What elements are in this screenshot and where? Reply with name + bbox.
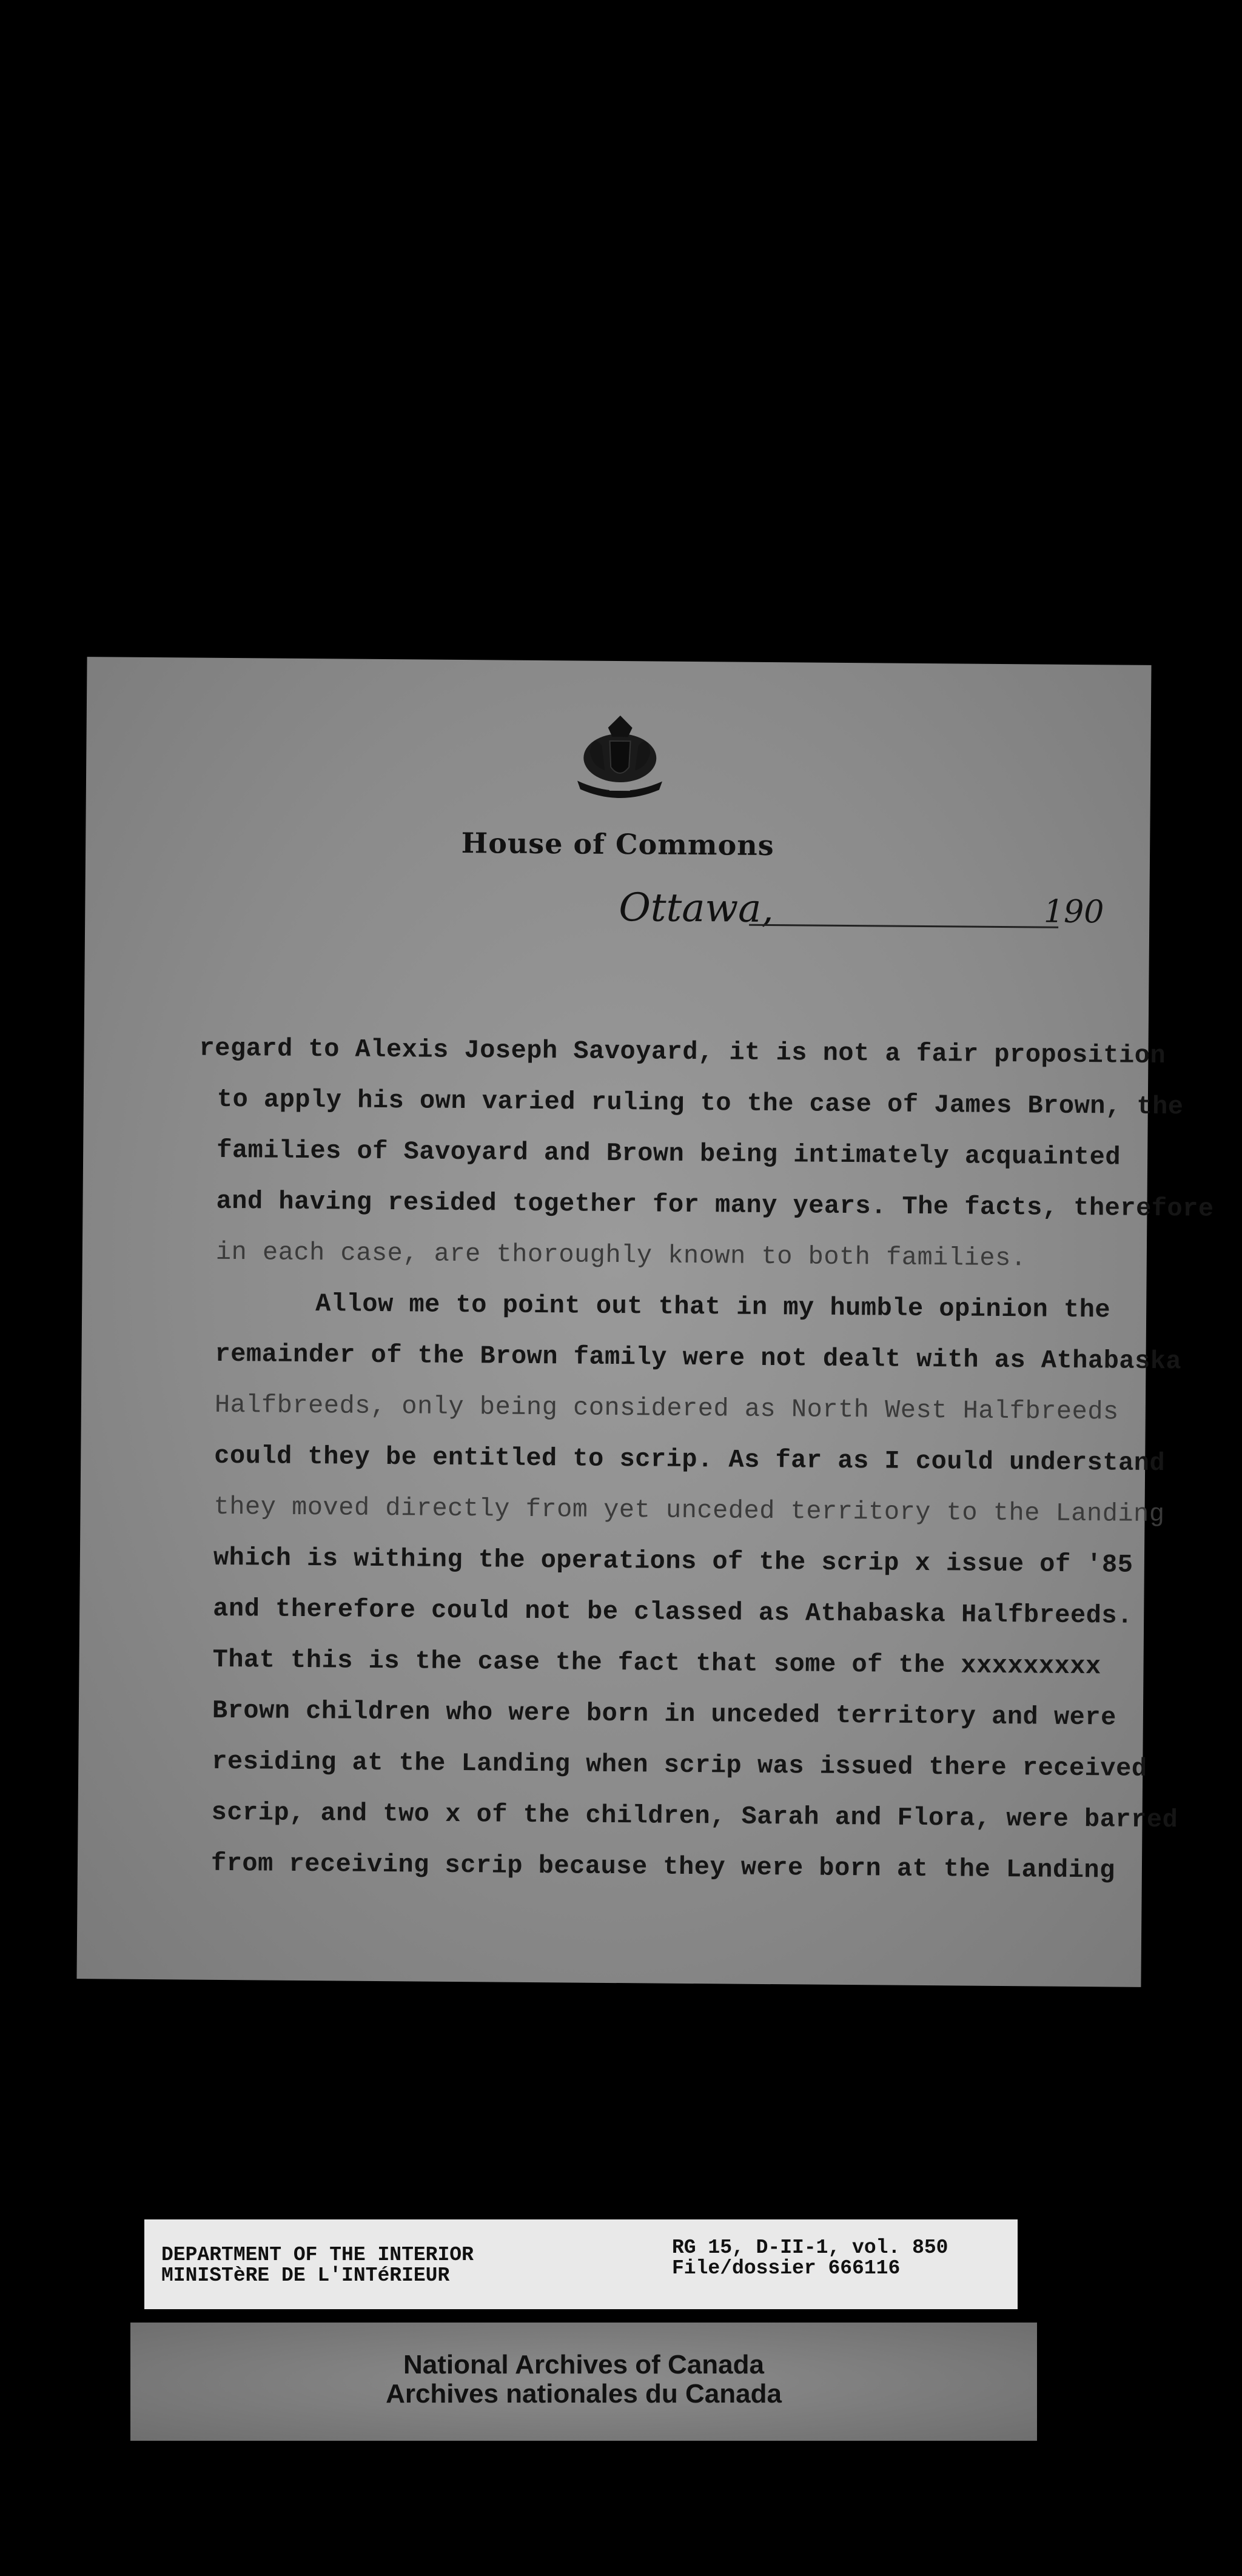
body-line: and having resided together for many years. The facts, therefore xyxy=(216,1186,1214,1224)
file-reference xyxy=(672,2238,948,2279)
body-line: Halfbreeds, only being considered as North West Halfbreeds xyxy=(214,1390,1119,1427)
body-line: regard to Alexis Joseph Savoyard, it is not a fair proposition xyxy=(199,1033,1166,1071)
dateline-rule xyxy=(749,924,1058,928)
body-line: That this is the case the fact that some of the xxxxxxxxx xyxy=(212,1645,1101,1682)
letter-body xyxy=(193,1023,1214,1896)
record-group: RG 15, D-II-1, vol. 850 xyxy=(672,2236,948,2259)
dateline xyxy=(619,885,1104,931)
canada-crest-icon xyxy=(556,709,684,807)
letter-page xyxy=(76,657,1214,1987)
dateline-city: Ottawa, xyxy=(619,885,774,932)
body-line: Allow me to point out that in my humble opinion the xyxy=(315,1289,1111,1325)
archives-name-fr: Archives nationales du Canada xyxy=(386,2379,782,2409)
dateline-year: 190 xyxy=(1043,893,1104,931)
body-line: residing at the Landing when scrip was issued there received xyxy=(212,1746,1147,1783)
body-line: scrip, and two x of the children, Sarah and Flora, were barred xyxy=(211,1797,1178,1835)
body-line: to apply his own varied ruling to the case of James Brown, the xyxy=(217,1084,1184,1122)
archives-banner xyxy=(130,2323,1037,2441)
body-line: remainder of the Brown family were not dealt with as Athabaska xyxy=(215,1339,1182,1377)
body-line: in each case, are thoroughly known to both families. xyxy=(215,1237,1027,1273)
archives-name-en: National Archives of Canada xyxy=(403,2350,764,2380)
body-line: Brown children who were born in unceded territory and were xyxy=(212,1696,1116,1732)
department-fr: MINISTèRE DE L'INTéRIEUR xyxy=(161,2264,450,2287)
body-line: from receiving scrip because they were born at the Landing xyxy=(210,1848,1115,1885)
body-line: which is withing the operations of the scrip x issue of '85 xyxy=(213,1543,1133,1580)
body-line: could they be entitled to scrip. As far as I could understand xyxy=(214,1441,1166,1478)
department-names xyxy=(161,2245,474,2286)
body-line: families of Savoyard and Brown being intimately acquainted xyxy=(217,1135,1121,1172)
reference-stamp xyxy=(144,2219,1018,2309)
body-line: and therefore could not be classed as Athabaska Halfbreeds. xyxy=(213,1594,1133,1631)
letterhead-title: House of Commons xyxy=(461,826,774,862)
body-line: they moved directly from yet unceded territory to the Landing xyxy=(213,1492,1165,1529)
file-number: File/dossier 666116 xyxy=(672,2257,901,2279)
department-en: DEPARTMENT OF THE INTERIOR xyxy=(161,2244,474,2266)
